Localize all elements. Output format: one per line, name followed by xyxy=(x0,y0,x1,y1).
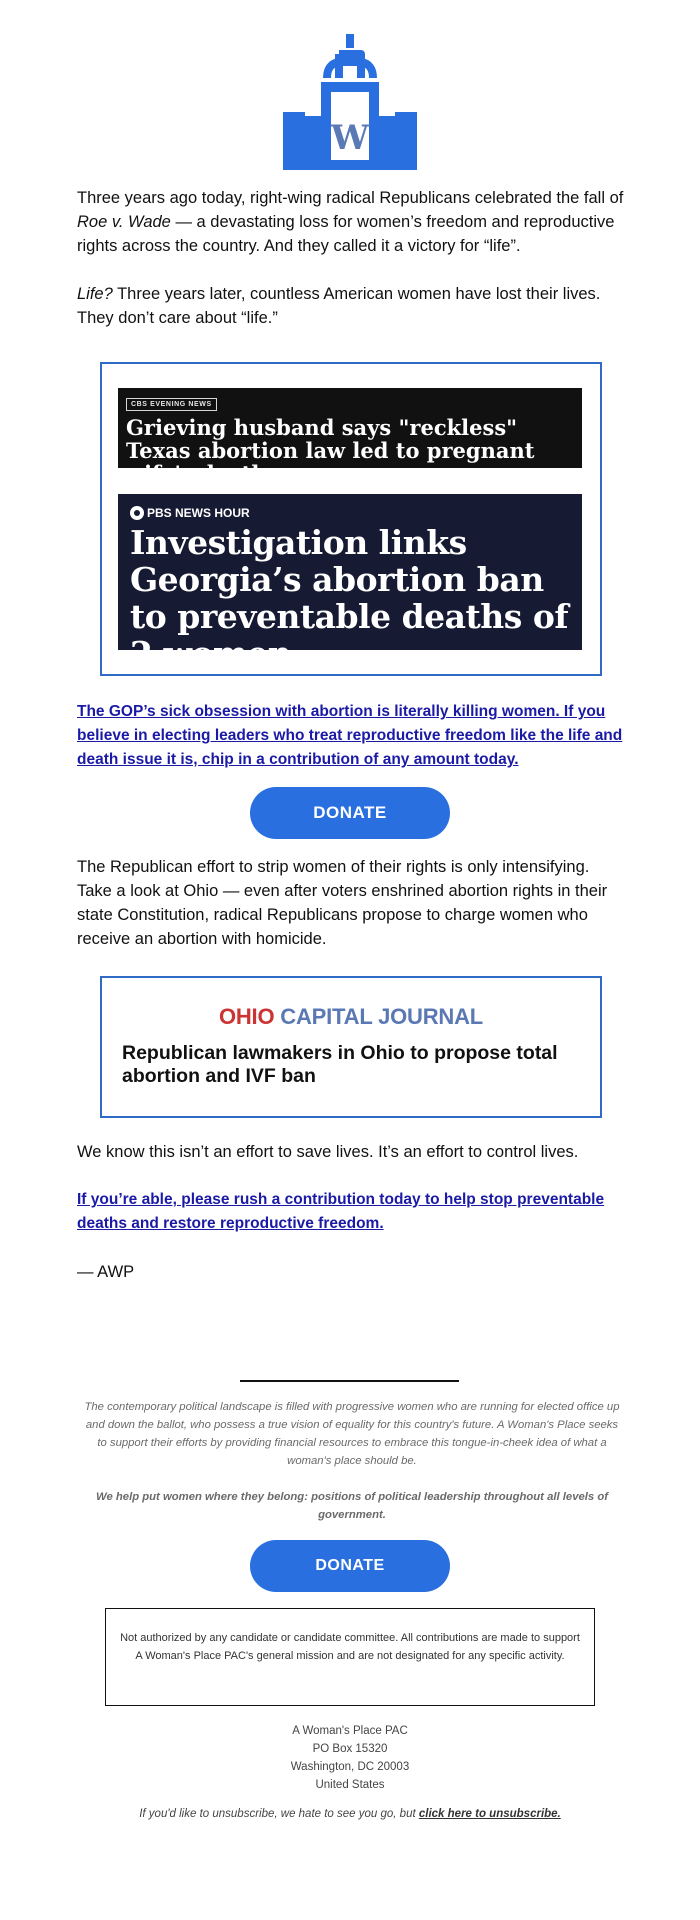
pbs-headline: Investigation links Georgia’s abortion ban to preventable deaths of 2 women xyxy=(130,523,569,673)
footer-donate-button[interactable]: DONATE xyxy=(250,1540,450,1592)
unsubscribe-link[interactable]: click here to unsubscribe. xyxy=(418,1808,561,1820)
unsubscribe-line: If you'd like to unsubscribe, we hate to see you go, but click here to unsubscribe. xyxy=(139,1808,561,1820)
life-paragraph: Life? Three years later, countless American women have lost their lives. They don’t care about “life.” xyxy=(77,285,601,327)
signoff: — AWP xyxy=(77,1263,135,1281)
cbs-headline: Grieving husband says "reckless" Texas abortion law led to pregnant wife's death xyxy=(126,415,535,486)
cbs-headline-card xyxy=(118,388,582,486)
svg-text:W: W xyxy=(330,118,370,158)
disclaimer-box xyxy=(105,1608,595,1706)
disclaimer-text: Not authorized by any candidate or candidate committee. All contributions are made to support A Woman's Place PAC's general mission and are not designated for any specific activity. xyxy=(120,1632,580,1662)
ohio-headline: Republican lawmakers in Ohio to propose total abortion and IVF ban xyxy=(122,1042,558,1087)
ohio-capital-journal-brand: OHIO CAPITAL JOURNAL xyxy=(218,1004,484,1029)
address-org: A Woman's Place PAC xyxy=(292,1725,408,1737)
mission-statement: The contemporary political landscape is filled with progressive women who are running for elected office up and down the ballot, who possess a true vision of equality for this country's future. A Woman's Place seeks to support their efforts by providing financial resources to embrace this tongue-in-cheek idea of what a woman's place should be. xyxy=(84,1401,620,1467)
address-country: United States xyxy=(315,1779,385,1791)
intro-paragraph: Three years ago today, right-wing radical Republicans celebrated the fall of Roe v. Wade — a devastating loss for women’s freedom and reproductive rights across the country. And they called it a victory for “life”. xyxy=(77,189,624,255)
tagline: We help put women where they belong: positions of political leadership throughout all levels of government. xyxy=(96,1491,608,1521)
ohio-capital-journal-box xyxy=(100,976,602,1118)
donate-button[interactable]: DONATE xyxy=(250,787,450,839)
pbs-logo-icon xyxy=(130,506,144,520)
contribute-link-1[interactable]: The GOP’s sick obsession with abortion is literally killing women. If you believe in electing leaders who treat reproductive freedom like the life and death issue it is, chip in a contribution of any amount today. xyxy=(77,703,623,768)
footer-divider xyxy=(240,1380,459,1382)
address-city: Washington, DC 20003 xyxy=(290,1761,410,1773)
mailing-address xyxy=(0,1722,700,1794)
capitol-w-logo xyxy=(283,34,417,170)
news-headlines-box xyxy=(100,362,602,676)
contribute-link-2[interactable]: If you’re able, please rush a contribution today to help stop preventable deaths and restore reproductive freedom. xyxy=(77,1191,605,1232)
pbs-brand: PBS NEWS HOUR xyxy=(130,506,250,520)
control-lives-paragraph: We know this isn’t an effort to save lives. It’s an effort to control lives. xyxy=(77,1143,579,1161)
capitol-dome-icon xyxy=(283,34,417,170)
cbs-tag: CBS EVENING NEWS xyxy=(126,398,217,411)
ohio-paragraph: The Republican effort to strip women of their rights is only intensifying. Take a look at Ohio — even after voters enshrined abortion rights in their state Constitution, radical Republicans propose to charge women who receive an abortion with homicide. xyxy=(77,858,608,948)
address-pobox: PO Box 15320 xyxy=(312,1743,388,1755)
pbs-headline-card xyxy=(118,494,582,673)
